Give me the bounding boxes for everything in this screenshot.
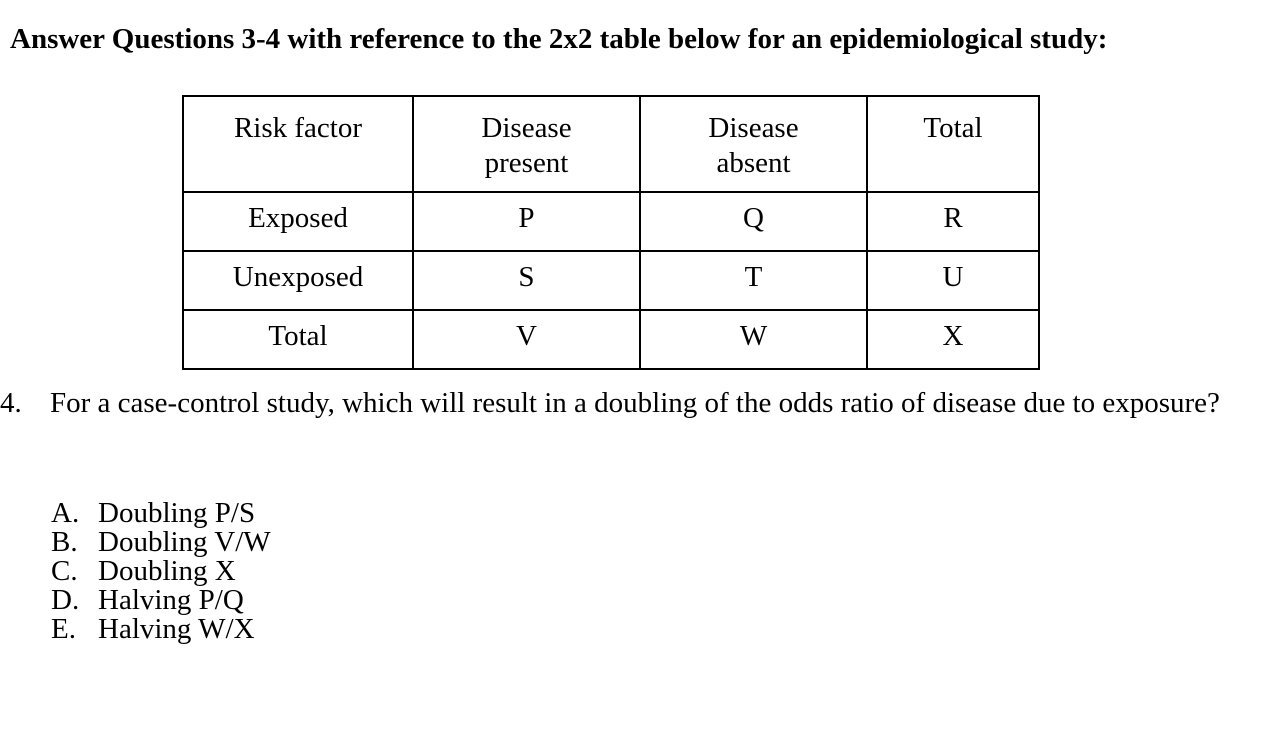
- header-risk-factor: Risk factor: [183, 96, 413, 192]
- option-a: [51, 499, 271, 528]
- option-b: [51, 528, 271, 557]
- option-c: [51, 557, 271, 586]
- table-cell: Exposed: [183, 192, 413, 251]
- header-total: Total: [867, 96, 1039, 192]
- option-letter: E.: [51, 613, 76, 645]
- table-row-exposed: [183, 192, 1039, 251]
- contingency-table: [182, 95, 1040, 370]
- header-disease-absent: Disease absent: [640, 96, 867, 192]
- instructions-heading: Answer Questions 3-4 with reference to the 2x2 table below for an epidemiological study:: [10, 23, 1108, 55]
- header-disease-present: Disease present: [413, 96, 640, 192]
- option-text: Halving W/X: [98, 613, 255, 645]
- table-row-unexposed: [183, 251, 1039, 310]
- table-cell: U: [867, 251, 1039, 310]
- answer-options: [51, 499, 271, 644]
- option-letter: B.: [51, 526, 78, 558]
- table-cell: X: [867, 310, 1039, 369]
- option-letter: D.: [51, 584, 80, 616]
- table-cell: Total: [183, 310, 413, 369]
- question-text: For a case-control study, which will result in a doubling of the odds ratio of disease due to exposure?: [50, 387, 1220, 419]
- table-cell: W: [640, 310, 867, 369]
- option-letter: C.: [51, 555, 78, 587]
- table-cell: V: [413, 310, 640, 369]
- table-cell: Q: [640, 192, 867, 251]
- option-text: Halving P/Q: [98, 584, 244, 616]
- option-text: Doubling P/S: [98, 497, 256, 529]
- option-text: Doubling V/W: [98, 526, 271, 558]
- table-cell: T: [640, 251, 867, 310]
- option-d: [51, 586, 271, 615]
- table-cell: Unexposed: [183, 251, 413, 310]
- table-header-row: [183, 96, 1039, 192]
- option-e: [51, 615, 271, 644]
- table-cell: R: [867, 192, 1039, 251]
- option-letter: A.: [51, 497, 80, 529]
- table-cell: S: [413, 251, 640, 310]
- option-text: Doubling X: [98, 555, 236, 587]
- question-number: 4.: [0, 387, 22, 419]
- table-row-total: [183, 310, 1039, 369]
- table-cell: P: [413, 192, 640, 251]
